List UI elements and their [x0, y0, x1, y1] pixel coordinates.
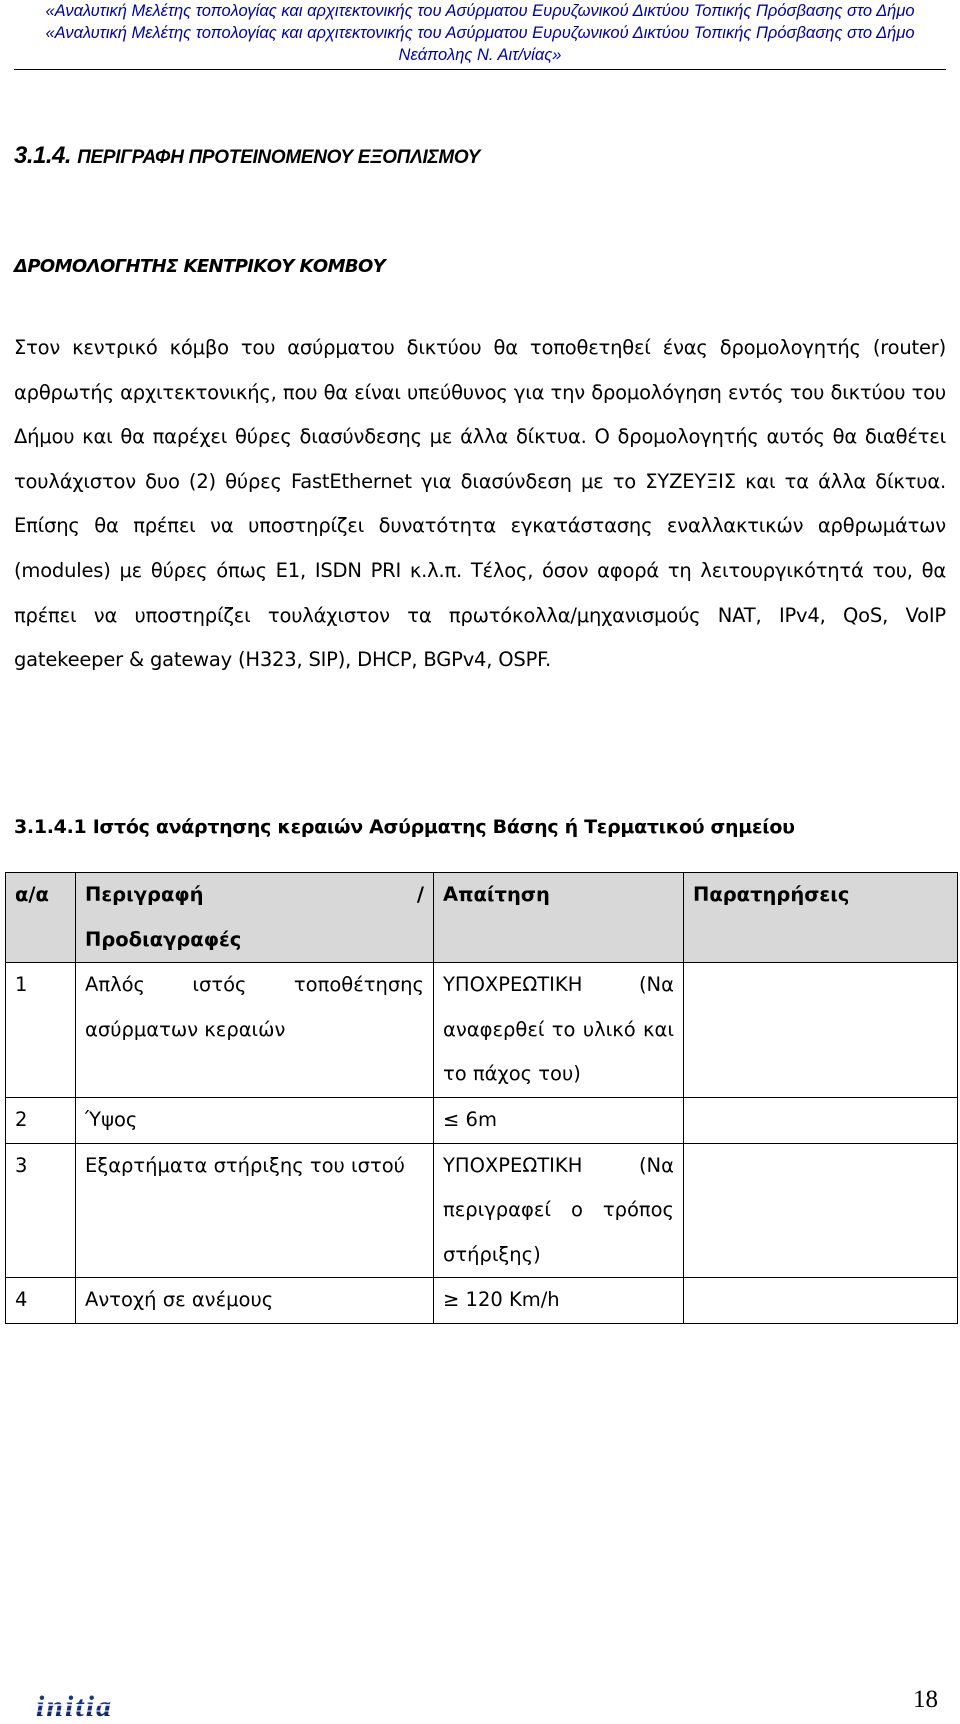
section-number: 3.1.4. — [14, 142, 72, 169]
page-number: 18 — [913, 1686, 938, 1713]
table-header-row — [6, 873, 958, 963]
row-description: Απλός ιστός τοποθέτησης ασύρματων κεραιών — [76, 963, 434, 1098]
row-notes — [684, 1278, 958, 1324]
header-divider — [14, 69, 946, 70]
header-cell-requirement: Απαίτηση — [434, 873, 684, 963]
initia-logo — [32, 1692, 192, 1722]
table-row — [6, 1143, 958, 1278]
row-requirement: ≤ 6m — [434, 1097, 684, 1143]
row-description: Αντοχή σε ανέμους — [76, 1278, 434, 1324]
row-description: Εξαρτήματα στήριξης του ιστού — [76, 1143, 434, 1278]
row-number: 1 — [6, 963, 76, 1098]
row-description: Ύψος — [76, 1097, 434, 1143]
logo-text: initia — [36, 1692, 114, 1722]
section-title-text: ΠΕΡΙΓΡΑΦΗ ΠΡΟΤΕΙΝΟΜΕΝΟΥ ΕΞΟΠΛΙΣΜΟΥ — [77, 147, 480, 168]
row-notes — [684, 963, 958, 1098]
row-number: 4 — [6, 1278, 76, 1324]
header-description-label: Περιγραφή — [85, 883, 204, 906]
row-number: 3 — [6, 1143, 76, 1278]
subheading: ΔΡΟΜΟΛΟΓΗΤΗΣ ΚΕΝΤΡΙΚΟΥ ΚΟΜΒΟΥ — [14, 256, 386, 277]
document-header: «Αναλυτική Μελέτης τοπολογίας και αρχιτεκτονικής του Ασύρματου Ευρυζωνικού Δικτύου Τοπικής Πρόσβασης στο Δήμο «Αναλυτική Μελέτης τοπολογίας και αρχιτεκτονικής του Ασύρματου Ευρυζωνικού Δικτύου Τοπικής Πρόσβασης στο Δήμο Νεάπολης Ν. Αιτ/νίας» — [45, 2, 915, 64]
row-requirement: ≥ 120 Km/h — [434, 1278, 684, 1324]
row-notes — [684, 1097, 958, 1143]
row-requirement: ΥΠΟΧΡΕΩΤΙΚΗ (Να περιγραφεί ο τρόπος στήριξης) — [434, 1143, 684, 1278]
spec-table — [5, 872, 958, 1324]
header-specifications-label: Προδιαγραφές — [85, 927, 242, 951]
section-title — [14, 142, 480, 170]
row-notes — [684, 1143, 958, 1278]
subsection-title: 3.1.4.1 Ιστός ανάρτησης κεραιών Ασύρματης Βάσης ή Τερματικού σημείου — [14, 816, 795, 838]
header-cell-aa: α/α — [6, 873, 76, 963]
body-paragraph: Στον κεντρικό κόμβο του ασύρματου δικτύου θα τοποθετηθεί ένας δρομολογητής (router) αρθρωτής αρχιτεκτονικής, που θα είναι υπεύθυνος για την δρομολόγηση εντός του δικτύου του Δήμου και θα παρέχει θύρες διασύνδεσης με άλλα δίκτυα. Ο δρομολογητής αυτός θα διαθέτει τουλάχιστον δυο (2) θύρες FastEthernet για διασύνδεση με το ΣΥΖΕΥΞΙΣ και τα άλλα δίκτυα. Επίσης θα πρέπει να υποστηρίζει δυνατότητα εγκατάστασης εναλλακτικών αρθρωμάτων (modules) με θύρες όπως Ε1, ISDN PRI κ.λ.π. Τέλος, όσον αφορά τη λειτουργικότητά του, θα πρέπει να υποστηρίζει τουλάχιστον τα πρωτόκολλα/μηχανισμούς NAT, IPv4, QoS, VoIP gatekeeper & gateway (H323, SIP), DHCP, BGPv4, OSPF. — [14, 336, 946, 672]
table-row — [6, 963, 958, 1098]
header-cell-notes: Παρατηρήσεις — [684, 873, 958, 963]
table-row — [6, 1097, 958, 1143]
header-slash: / — [416, 883, 424, 906]
row-requirement: ΥΠΟΧΡΕΩΤΙΚΗ (Να αναφερθεί το υλικό και το πάχος του) — [434, 963, 684, 1098]
row-number: 2 — [6, 1097, 76, 1143]
table-row — [6, 1278, 958, 1324]
header-cell-description — [76, 873, 434, 963]
